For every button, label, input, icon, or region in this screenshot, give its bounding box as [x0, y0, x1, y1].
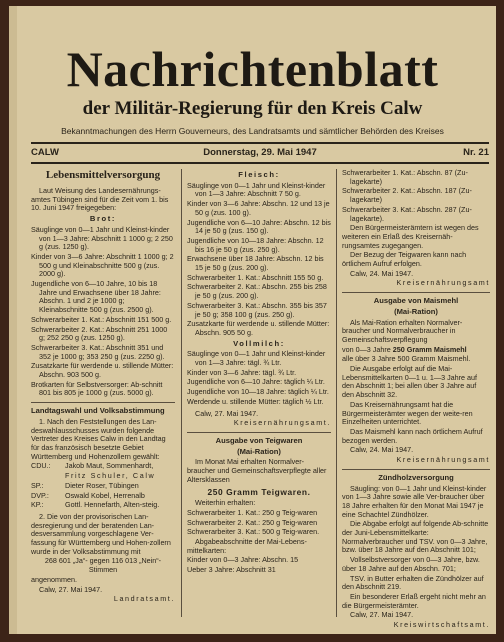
- zuendholz-text: Vollselbstversorger von 0—3 Jahre, bzw. über 18 Jahre auf den Abschn. 701;: [342, 555, 480, 573]
- elected-entry: [31, 501, 175, 510]
- brot-item: Kinder von 3—6 Jahre: Abschnitt 1 1000 g; 2 500 g und Kleinabschnitte 500 g (zus. 2000 g).: [31, 251, 174, 279]
- zuendholz-text: Die Abgabe erfolgt auf folgende Ab-schnitte der Juni-Lebensmittelkarte: Normalverbraucher und TSV. von 0—3 Jahre, bzw. über 18 Jahre auf den Abschnitt 101;: [342, 519, 489, 555]
- elected-party: KP.:: [31, 500, 44, 510]
- masthead-note: Bekanntmachungen des Herrn Gouverneurs, des Landratsamts und sämtlicher Behörden des Kreises: [61, 126, 444, 136]
- abgabe-text: Abgabeabschnitte der Mai-Lebens-mittelkarten:: [187, 537, 307, 555]
- body-text: Den Bürgermeisterämtern ist wegen des weiteren ein Erlaß des Kreisernäh-rungsamtes zugegangen.: [342, 223, 479, 250]
- fleisch-item: Jugendliche von 10—18 Jahre: Abschn. 12 bis 16 je 50 g (zus. 250 g).: [187, 235, 324, 254]
- elected-name: Fritz Schuler, Calw: [65, 471, 156, 481]
- place-date: Calw, 27. Mai 1947.: [39, 584, 103, 594]
- landtag-text-1: 1. Nach den Feststellungen des Lan-deswahlausschusses wurden folgende Vertreter des Kreises Calw in den Landtag für das französisch besetzte Gebiet Württemberg und Hohenzollern gewählt:: [31, 416, 166, 461]
- landtag-heading: Landtagswahl und Volksabstimmung: [31, 406, 165, 416]
- dateline-place: CALW: [31, 147, 59, 158]
- mais-amount-line: [342, 346, 490, 355]
- brot-item: Schwerarbeiter 3. Kat.: Abschnitt 351 und 352 je 1000 g; 353 250 g (zus. 2250 g).: [31, 342, 165, 361]
- place-date: Calw, 24. Mai 1947.: [350, 268, 414, 278]
- fleisch-item: Schwerarbeiter 3. Kat.: Abschn. 355 bis 357 je 50 g; 358 100 g (zus. 250 g).: [187, 300, 327, 319]
- fleisch-item: Jugendliche von 6—10 Jahre: Abschn. 12 bis 14 je 50 g (zus. 150 g).: [187, 217, 331, 236]
- signature: Kreisernährungsamt.: [233, 418, 331, 428]
- weiter-text: Weiterhin erhalten:: [195, 498, 256, 508]
- mais-subheading: (Mai-Ration): [394, 306, 438, 316]
- mais-amount: 250 Gramm Maismehl: [392, 344, 467, 354]
- fleisch-item: Säuglinge von 0—1 Jahr und Kleinst-kinder von 1—3 Jahre: Abschnitt 7 50 g.: [187, 180, 326, 199]
- brot-item: Säuglinge von 0—1 Jahr und Kleinst-kinder von 1—3 Jahre: Abschnitt 1 1000 g; 2 250 g (zus. 1250 g).: [31, 224, 173, 252]
- elected-party: SP.:: [31, 480, 44, 490]
- milch-item: Säuglinge von 0—1 Jahr und Kleinst-kinder von 1—3 Jahre: tägl. ¾ Ltr.: [187, 349, 326, 368]
- sa-item: Schwerarbeiter 3. Kat.: Abschn. 287 (Zu-lagekarte).: [342, 204, 472, 223]
- elected-entry: [31, 472, 175, 481]
- dateline: [31, 147, 489, 161]
- zuendholz-text: TSV. in Butter erhalten die Zündhölzer auf den Abschnitt 219.: [342, 573, 484, 592]
- masthead-title: Nachrichtenblatt: [66, 41, 439, 97]
- place-date: Calw, 27. Mai 1947.: [350, 610, 414, 620]
- fleisch-item: Erwachsene über 18 Jahre: Abschn. 12 bis 15 je 50 g (zus. 200 g).: [187, 254, 324, 273]
- teig-heading: Ausgabe von Teigwaren: [215, 435, 303, 445]
- elected-entry: [31, 462, 175, 471]
- signature: Kreisernährungsamt: [396, 455, 490, 465]
- brot-item: Schwerarbeiter 2. Kat.: Abschnitt 251 1000 g; 252 250 g (zus. 1250 g).: [31, 324, 168, 343]
- column-rule: [181, 169, 182, 617]
- accepted-text: angenommen.: [31, 574, 77, 584]
- fleisch-item: Schwerarbeiter 2. Kat.: Abschn. 255 bis 258 je 50 g (zus. 200 g).: [187, 282, 327, 301]
- fleisch-item: Zusatzkarte für werdende u. stillende Mütter: Abschn. 905 50 g.: [187, 319, 330, 337]
- brot-heading: Brot:: [89, 214, 117, 224]
- masthead-subtitle: der Militär-Regierung für den Kreis Calw: [82, 98, 423, 119]
- mais-text: alle über 3 Jahre 500 Gramm Maismehl.: [342, 354, 471, 364]
- signature: Kreisernährungsamt: [396, 278, 490, 288]
- mais-text: Die Ausgabe erfolgt auf die Mai-Lebensmittelkarten 0—1 u. 1—3 Jahre auf den Abschnitt 1; bei allen über 3 Jahre auf den Abschnitt 32.: [342, 364, 478, 400]
- mais-text: Das Maismehl kann nach örtlichem Aufruf bezogen werden.: [342, 426, 483, 445]
- elected-party: DVP.:: [31, 490, 49, 500]
- fleisch-item: Kinder von 3—6 Jahre: Abschn. 12 und 13 je 50 g (zus. 100 g).: [187, 199, 330, 217]
- milch-item: Jugendliche von 6—10 Jahre: täglich ¼ Ltr.: [187, 377, 325, 387]
- section-heading-lebensmittel: Lebensmittelversorgung: [45, 169, 161, 181]
- zuendholz-heading: Zündholzversorgung: [378, 472, 454, 482]
- milch-item: Kinder von 3—6 Jahre: tägl. ¾ Ltr.: [187, 367, 297, 377]
- dateline-rule: [31, 162, 489, 164]
- elected-list: [31, 462, 175, 510]
- teig-amount: 250 Gramm Teigwaren.: [207, 486, 311, 497]
- elected-entry: [31, 482, 175, 491]
- zuendholz-text: Ein besonderer Erlaß ergeht nicht mehr an die Bürgermeisterämter.: [342, 591, 486, 610]
- newspaper-page: [9, 6, 496, 634]
- section-divider: [342, 469, 490, 470]
- intro-text: Laut Weisung des Landesernährungs-amtes Tübingen sind für die Zeit vom 1. bis 10. Juni 1947 freigegeben:: [31, 186, 169, 213]
- section-divider: [187, 432, 331, 433]
- mais-range: von 0—3 Jahre: [342, 344, 391, 354]
- elected-party: CDU.:: [31, 461, 51, 471]
- column-1: [31, 169, 175, 621]
- mais-heading: Ausgabe von Maismehl: [373, 296, 459, 306]
- milch-heading: Vollmilch:: [233, 338, 285, 348]
- signature: Kreiswirtschaftsamt.: [393, 620, 490, 630]
- milch-item: Werdende u. stillende Mütter: täglich ½ Ltr.: [187, 396, 324, 406]
- elected-name: Gottl. Hennefarth, Alten-steig.: [65, 500, 160, 510]
- votes-result: 268 601 „Ja“- gegen 116 013 „Nein“-Stimmen: [44, 556, 162, 575]
- brot-item: Schwerarbeiter 1. Kat.: Abschnitt 151 500 g.: [31, 314, 172, 324]
- elected-name: Oswald Kobel, Herrenalb: [65, 490, 145, 500]
- signature: Landratsamt.: [113, 594, 175, 604]
- mais-text: Das Kreisernährungsamt hat die Bürgermeisterämter wegen der weite-ren Einzelheiten unterrichtet.: [342, 399, 473, 427]
- column-3: [342, 168, 490, 630]
- milch-item: Jugendliche von 10—18 Jahre: täglich ¼ Ltr.: [187, 387, 329, 397]
- brot-item: Jugendliche von 6—10 Jahre, 10 bis 18 Jahre und Erwachsene über 18 Jahre: Abschn. 1 und 2 je 1000 g; Kleinabschnitte 500 g (zus. 2500 g).: [31, 279, 161, 315]
- landtag-text-2: 2. Die von der provisorischen Lan-desregierung und der beratenden Lan-desversammlung vorgeschlagene Ver-fassung für Württemberg und Hohen-zollern wurde in der Volksabstimmung mit: [31, 511, 171, 556]
- zuendholz-text: Säugling: von 0—1 Jahr und Kleinst-kinder von 1—3 Jahre sowie alle Ver-braucher über 18 Jahre erhalten für den Monat Mai 1947 je eine Schachtel Zündhölzer.: [342, 483, 487, 519]
- sa-item: Schwerarbeiter 3. Kat.: 500 g Teig-waren.: [187, 527, 320, 537]
- elected-name: Dieter Roser, Tübingen: [65, 480, 139, 490]
- dateline-date: Donnerstag, 29. Mai 1947: [203, 147, 317, 158]
- fleisch-item: Schwerarbeiter 1. Kat.: Abschnitt 155 50 g.: [187, 272, 324, 282]
- section-divider: [342, 292, 490, 293]
- teig-subheading: (Mai-Ration): [237, 446, 281, 456]
- sa-item: Schwerarbeiter 2. Kat.: 250 g Teig-waren: [187, 517, 318, 527]
- dateline-number: Nr. 21: [463, 147, 489, 158]
- kinder-text: Kinder von 0—3 Jahre: Abschn. 15: [187, 555, 299, 565]
- sa-item: Schwerarbeiter 1. Kat.: 250 g Teig-waren: [187, 507, 318, 517]
- body-text: Der Bezug der Teigwaren kann nach örtlichem Aufruf erfolgen.: [342, 250, 467, 269]
- sa-item: Schwerarbeiter 1. Kat.: Abschn. 87 (Zu-lagekarte): [342, 168, 468, 186]
- sa-item: Schwerarbeiter 2. Kat.: Abschn. 187 (Zu-lagekarte): [342, 186, 472, 205]
- masthead-rule: [31, 142, 489, 144]
- column-rule: [336, 169, 337, 617]
- elected-name: Jakob Maut, Sommenhardt,: [65, 461, 154, 471]
- ueber-text: Ueber 3 Jahre: Abschnitt 31: [187, 565, 276, 575]
- place-date: Calw, 27. Mai 1947.: [195, 408, 259, 418]
- fleisch-heading: Fleisch:: [238, 170, 280, 179]
- mais-text: Als Mai-Ration erhalten Normalver-braucher und Normalverbraucher in Gemeinschaftsverpflegung: [342, 317, 463, 344]
- teig-text: Im Monat Mai erhalten Normalver-braucher und Gemeinschaftsverpflegte aller Altersklassen: [187, 457, 327, 484]
- brot-item: Brotkarten für Selbstversorger: Ab-schnitt 801 bis 805 je 1000 g (zus. 5000 g).: [31, 379, 163, 398]
- column-2: [187, 169, 331, 621]
- place-date: Calw, 24. Mai 1947.: [350, 445, 414, 455]
- brot-item: Zusatzkarte für werdende u. stillende Mütter: Abschn. 903 500 g.: [31, 361, 174, 380]
- section-divider: [31, 402, 175, 403]
- elected-entry: [31, 492, 175, 501]
